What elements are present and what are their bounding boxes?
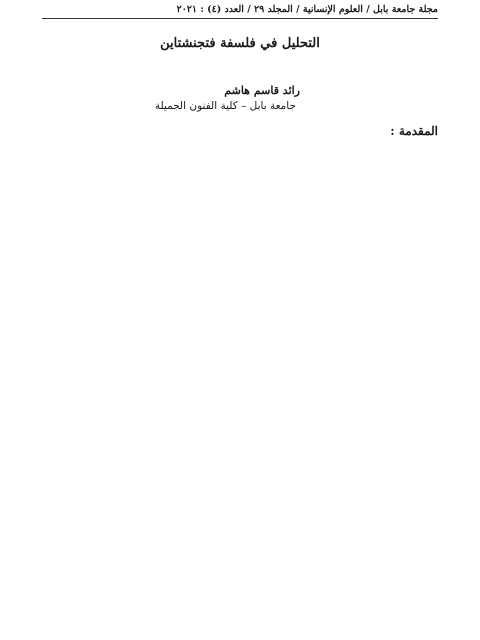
paper-title: التحليل في فلسفة فتجنشتاين [160,36,320,51]
author-affiliation: جامعة بابل – كلية الفنون الجميلة [154,100,296,112]
author-name: رائد قاسم هاشم [224,84,300,97]
running-header: مجلة جامعة بابل / العلوم الإنسانية / المجلد ٢٩ / العدد (٤) : ٢٠٢١ [42,4,438,19]
section-heading-introduction: المقدمة : [390,124,438,138]
